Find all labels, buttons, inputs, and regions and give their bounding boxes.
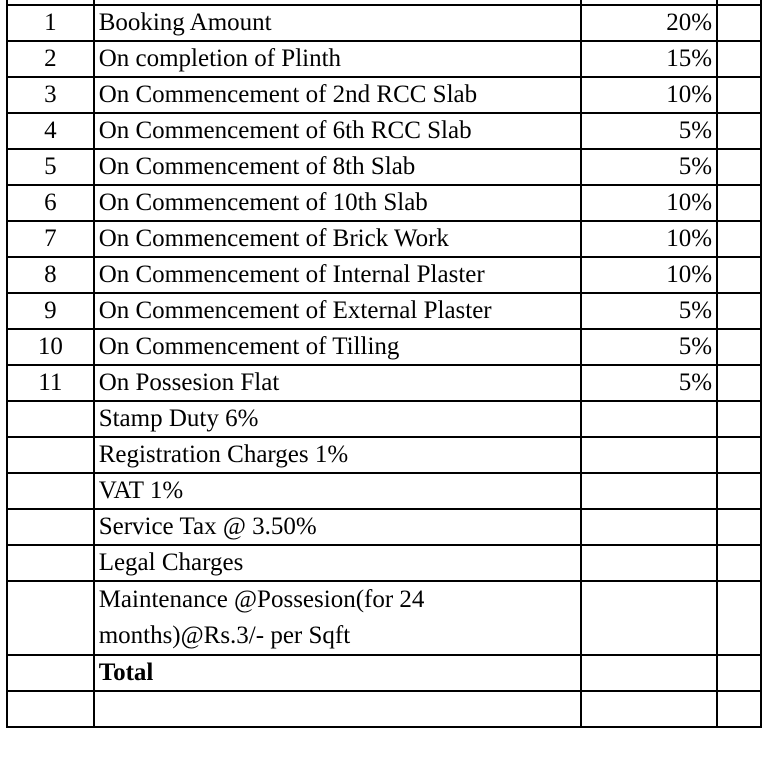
row-description: On completion of Plinth (94, 41, 581, 77)
table-row (7, 365, 761, 401)
table-row (7, 41, 761, 77)
row-percentage: 5% (581, 365, 717, 401)
row-description: On Commencement of Tilling (94, 329, 581, 365)
row-percentage: 20% (581, 5, 717, 41)
charge-row (7, 545, 761, 581)
total-label: Total (94, 655, 581, 691)
row-number: 10 (7, 329, 94, 365)
row-percentage: 15% (581, 41, 717, 77)
row-number: 3 (7, 77, 94, 113)
charge-row (7, 581, 761, 655)
row-description: Booking Amount (94, 5, 581, 41)
charge-description: Stamp Duty 6% (94, 401, 581, 437)
payment-schedule-table (6, 0, 762, 728)
row-number: 1 (7, 5, 94, 41)
charge-row (7, 401, 761, 437)
total-row (7, 655, 761, 691)
table-row (7, 257, 761, 293)
row-description: On Commencement of Brick Work (94, 221, 581, 257)
row-percentage: 10% (581, 257, 717, 293)
row-number: 8 (7, 257, 94, 293)
charge-description: Service Tax @ 3.50% (94, 509, 581, 545)
row-description: On Commencement of 10th Slab (94, 185, 581, 221)
charge-row (7, 437, 761, 473)
row-number: 2 (7, 41, 94, 77)
row-description: On Possesion Flat (94, 365, 581, 401)
row-number: 11 (7, 365, 94, 401)
row-description: On Commencement of Internal Plaster (94, 257, 581, 293)
row-description: On Commencement of 2nd RCC Slab (94, 77, 581, 113)
row-number: 6 (7, 185, 94, 221)
charge-description: Maintenance @Possesion(for 24 months)@Rs.3/- per Sqft (94, 581, 581, 655)
table-row (7, 149, 761, 185)
row-number: 5 (7, 149, 94, 185)
row-number: 9 (7, 293, 94, 329)
charge-description: VAT 1% (94, 473, 581, 509)
row-percentage: 5% (581, 293, 717, 329)
row-percentage: 5% (581, 149, 717, 185)
table-row (7, 185, 761, 221)
charge-description: Registration Charges 1% (94, 437, 581, 473)
row-description: On Commencement of 6th RCC Slab (94, 113, 581, 149)
table-row (7, 113, 761, 149)
row-number: 7 (7, 221, 94, 257)
table-row (7, 77, 761, 113)
row-percentage: 10% (581, 221, 717, 257)
row-percentage: 5% (581, 113, 717, 149)
row-percentage: 10% (581, 185, 717, 221)
charge-row (7, 509, 761, 545)
row-percentage: 5% (581, 329, 717, 365)
table-row (7, 293, 761, 329)
row-number: 4 (7, 113, 94, 149)
charge-description: Legal Charges (94, 545, 581, 581)
row-description: On Commencement of External Plaster (94, 293, 581, 329)
table-row (7, 5, 761, 41)
charge-row (7, 473, 761, 509)
table-row (7, 329, 761, 365)
row-description: On Commencement of 8th Slab (94, 149, 581, 185)
table-row (7, 221, 761, 257)
row-percentage: 10% (581, 77, 717, 113)
blank-row (7, 691, 761, 727)
